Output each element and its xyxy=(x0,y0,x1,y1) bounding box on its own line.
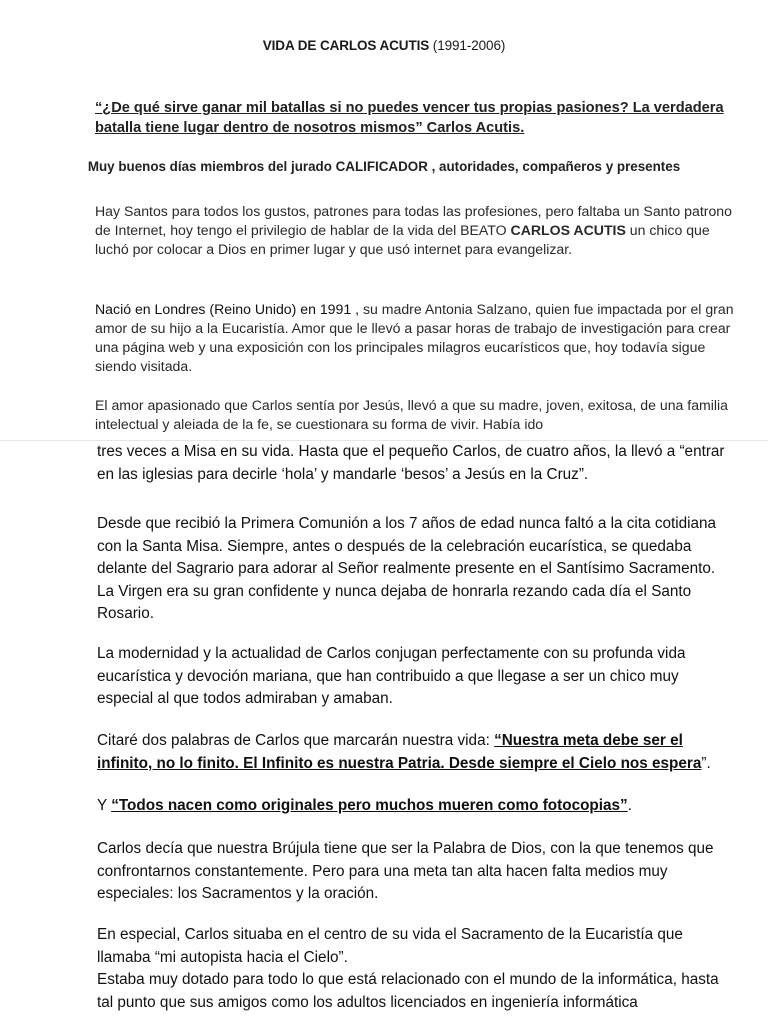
paragraph-mass: tres veces a Misa en su vida. Hasta que el pequeño Carlos, de cuatro años, la llevó a “entrar en las iglesias para decirle ‘hola’ y mandarle ‘besos’ a Jesús en la Cruz”. xyxy=(97,443,725,483)
quote-photocopies-text: “Todos nacen como originales pero muchos mueren como fotocopias” xyxy=(111,797,628,814)
quote-infinite-end: ”. xyxy=(701,754,711,772)
greeting xyxy=(0,159,768,174)
paragraph-intro-name: CARLOS ACUTIS xyxy=(510,222,626,238)
opening-quote: “¿De qué sirve ganar mil batallas si no puedes vencer tus propias pasiones? La verdadera batalla tiene lugar dentro de nosotros mismos” Carlos Acutis. xyxy=(95,100,724,136)
paragraph-informatics-text: Estaba muy dotado para todo lo que está relacionado con el mundo de la informática, hasta tal punto que sus amigos como los adultos licenciados en ingeniería informática xyxy=(97,971,719,1011)
paragraph-intro-end: un chico que luchó por colocar a Dios en primer lugar y que usó internet para evangelizar. xyxy=(95,222,710,257)
paragraph-love: El amor apasionado que Carlos sentía por Jesús, llevó a que su madre, joven, exitosa, de una familia intelectual y aleiada de la fe, se cuestionara su forma de vivir. Había ido xyxy=(95,397,729,432)
document-title xyxy=(0,38,768,53)
paragraph-compass: Carlos decía que nuestra Brújula tiene que ser la Palabra de Dios, con la que tenemos que confrontarnos constantemente. Pero para una meta tan alta hacen falta medios muy especiales: los Sacramentos y la oración. xyxy=(97,840,714,902)
paragraph-eucharist xyxy=(97,924,732,1014)
paragraph-intro-text: Hay Santos para todos los gustos, patrones para todas las profesiones, pero faltaba un Santo patrono de Internet, hoy tengo el privilegio de hablar de la vida del BEATO xyxy=(95,203,732,238)
title-years: (1991-2006) xyxy=(429,38,506,53)
paragraph-birth xyxy=(95,300,735,376)
quote-infinite-text: “Nuestra meta debe ser el infinito, no lo finito. El Infinito es nuestra Patria. Desde siempre el Cielo nos espera xyxy=(97,732,702,772)
paragraph-modernity: La modernidad y la actualidad de Carlos conjugan perfectamente con su profunda vida eucarística y devoción mariana, que han contribuido a que llegase a ser un chico muy especial al que todos admiraban y amaban. xyxy=(97,645,686,707)
quote-photocopies-end: . xyxy=(627,797,632,814)
quote-photocopies-intro: Y xyxy=(97,797,112,814)
paragraph-birth-start: Nació en Londres (Reino Unido) en 1991 , xyxy=(95,301,360,317)
paragraph-intro xyxy=(95,202,735,259)
greeting-end: , autoridades, compañeros y presentes xyxy=(427,159,681,174)
paragraph-birth-text: su madre Antonia Salzano, quien fue impactada por el gran amor de su hijo a la Eucaristía. Amor que le llevó a pasar horas de trabajo de investigación para crear una página web y una exposición con los principales milagros eucarísticos que, hoy todavía sigue siendo visitada. xyxy=(95,301,734,374)
paragraph-quote-infinite xyxy=(97,730,732,775)
title-name: VIDA DE CARLOS ACUTIS xyxy=(262,38,430,53)
paragraph-eucharist-text: En especial, Carlos situaba en el centro de su vida el Sacramento de la Eucaristía que llamaba “mi autopista hacia el Cielo”. xyxy=(97,926,683,966)
greeting-jury: CALIFICADOR xyxy=(335,159,428,174)
paragraph-communion: Desde que recibió la Primera Comunión a los 7 años de edad nunca faltó a la cita cotidiana con la Santa Misa. Siempre, antes o después de la celebración eucarística, se quedaba delante del Sagrario para adorar al Señor realmente presente en el Santísimo Sacramento. La Virgen era su gran confidente y nunca dejaba de honrarla rezando cada día el Santo Rosario. xyxy=(97,515,717,622)
quote-infinite-intro: Citaré dos palabras de Carlos que marcarán nuestra vida: xyxy=(97,732,495,749)
paragraph-quote-photocopies xyxy=(97,795,732,818)
greeting-start: Muy buenos días miembros del jurado xyxy=(87,159,336,174)
